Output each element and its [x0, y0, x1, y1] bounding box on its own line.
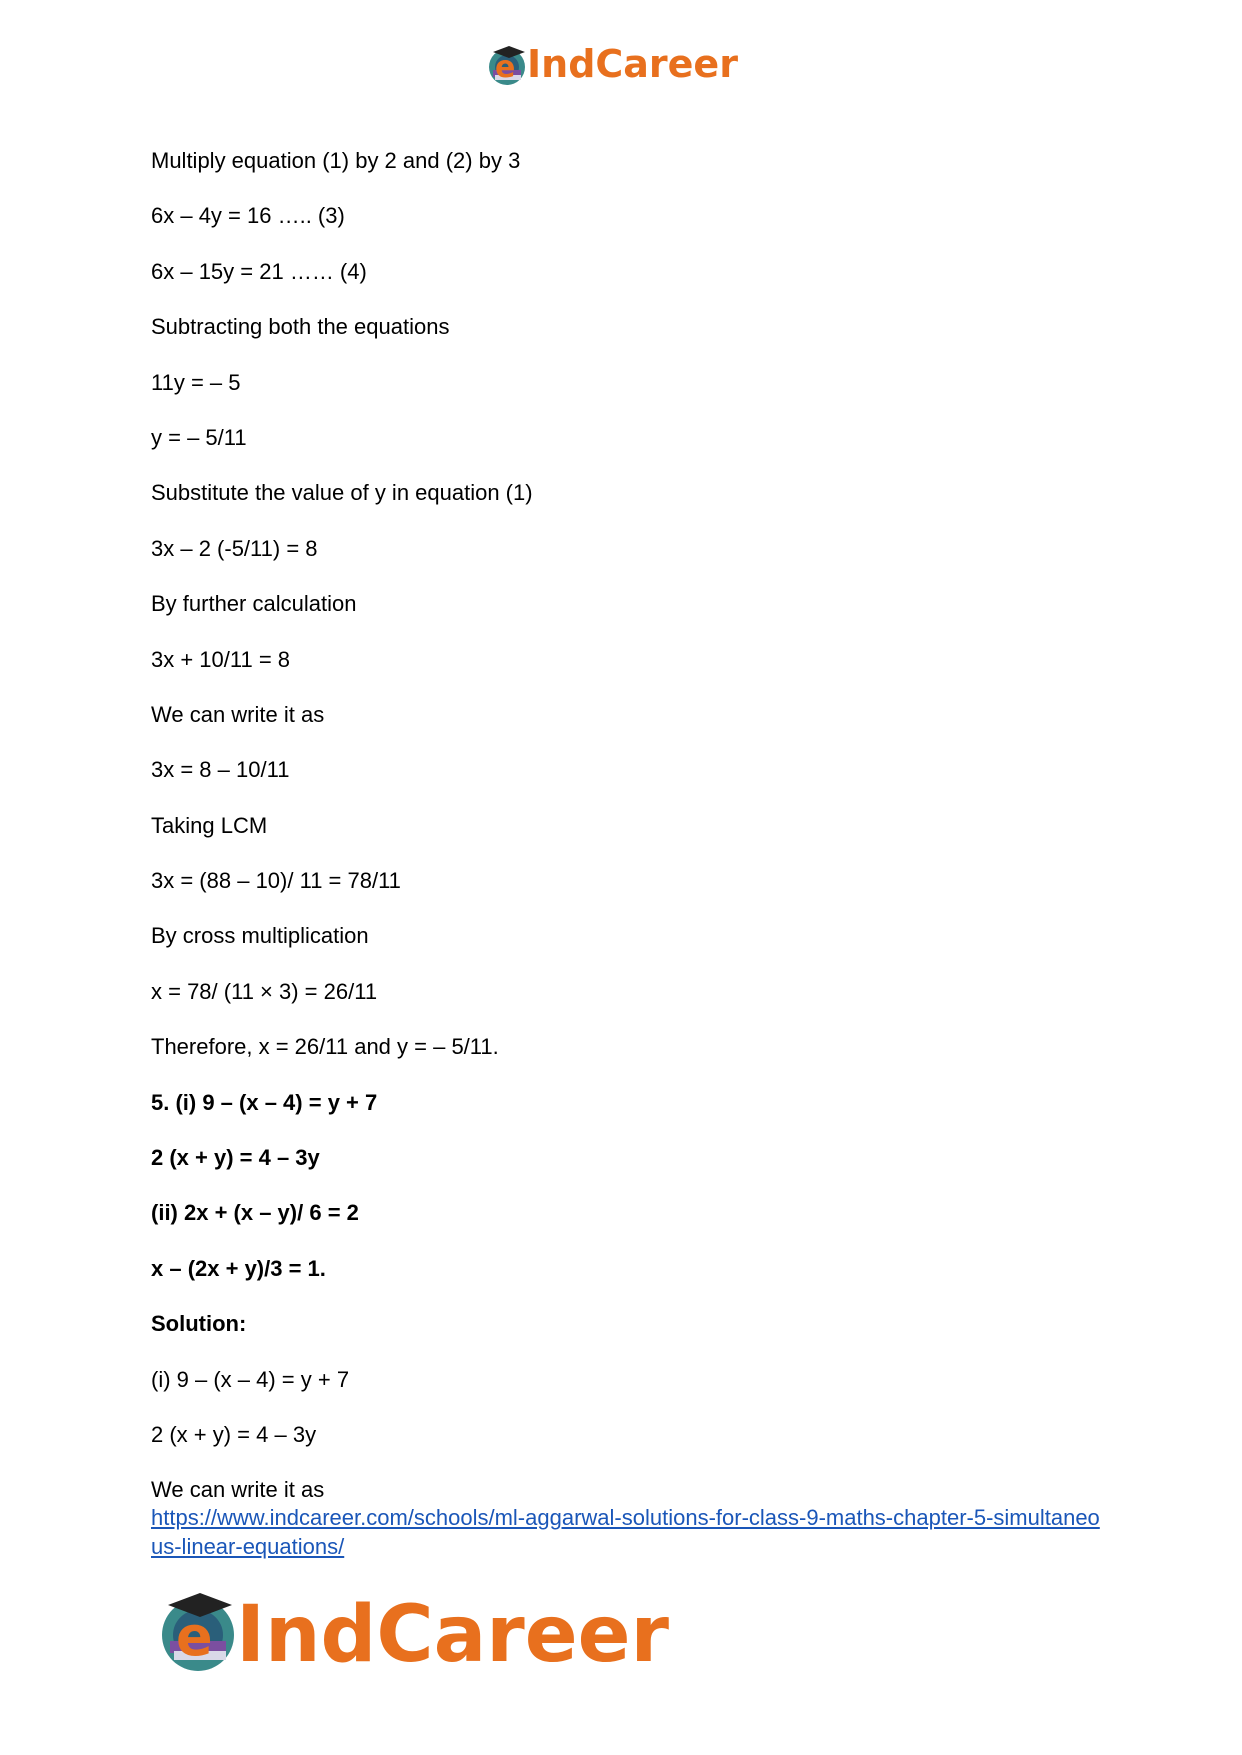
text-line: Therefore, x = 26/11 and y = – 5/11. — [151, 1034, 499, 1060]
text-line: By cross multiplication — [151, 923, 369, 949]
text-line: 2 (x + y) = 4 – 3y — [151, 1421, 317, 1447]
text-line: x = 78/ (11 × 3) = 26/11 — [151, 978, 378, 1004]
text-line: 11y = – 5 — [151, 369, 241, 395]
bold-text-line: x – (2x + y)/3 = 1. — [151, 1255, 326, 1281]
bold-text-line: Solution: — [151, 1311, 247, 1337]
text-line: By further calculation — [151, 591, 357, 617]
bold-text-line: 5. (i) 9 – (x – 4) = y + 7 — [151, 1089, 378, 1115]
document-body — [151, 148, 1111, 1561]
text-line: Subtracting both the equations — [151, 314, 450, 340]
text-line: Multiply equation (1) by 2 and (2) by 3 — [151, 148, 521, 173]
footer-logo — [158, 1583, 708, 1683]
svg-text:e: e — [176, 1605, 213, 1668]
text-line: 3x – 2 (-5/11) = 8 — [151, 535, 318, 561]
svg-text:e: e — [495, 50, 516, 85]
text-line: 3x + 10/11 = 8 — [151, 646, 291, 672]
text-line: (i) 9 – (x – 4) = y + 7 — [151, 1366, 350, 1392]
text-line: 6x – 4y = 16 ….. (3) — [151, 203, 345, 229]
bold-text-line: (ii) 2x + (x – y)/ 6 = 2 — [151, 1200, 359, 1226]
text-line: 6x – 15y = 21 …… (4) — [151, 258, 367, 284]
text-line: Taking LCM — [151, 812, 268, 838]
text-line: 3x = (88 – 10)/ 11 = 78/11 — [151, 868, 401, 894]
indcareer-logo-icon — [487, 40, 767, 90]
indcareer-footer-logo-icon — [158, 1583, 708, 1683]
text-line: 3x = 8 – 10/11 — [151, 757, 290, 783]
text-line: y = – 5/11 — [151, 424, 247, 450]
bold-text-line: 2 (x + y) = 4 – 3y — [151, 1145, 320, 1171]
header-logo — [487, 40, 767, 90]
text-line: We can write it as — [151, 1477, 325, 1503]
source-link[interactable]: https://www.indcareer.com/schools/ml-aggarwal-solutions-for-class-9-maths-chapter-5-simultaneous-linear-equations/ — [151, 1505, 1100, 1560]
text-line: We can write it as — [151, 701, 325, 727]
text-line: Substitute the value of y in equation (1) — [151, 480, 533, 506]
header-logo-text: IndCareer — [527, 42, 738, 86]
footer-logo-text: IndCareer — [236, 1590, 669, 1680]
